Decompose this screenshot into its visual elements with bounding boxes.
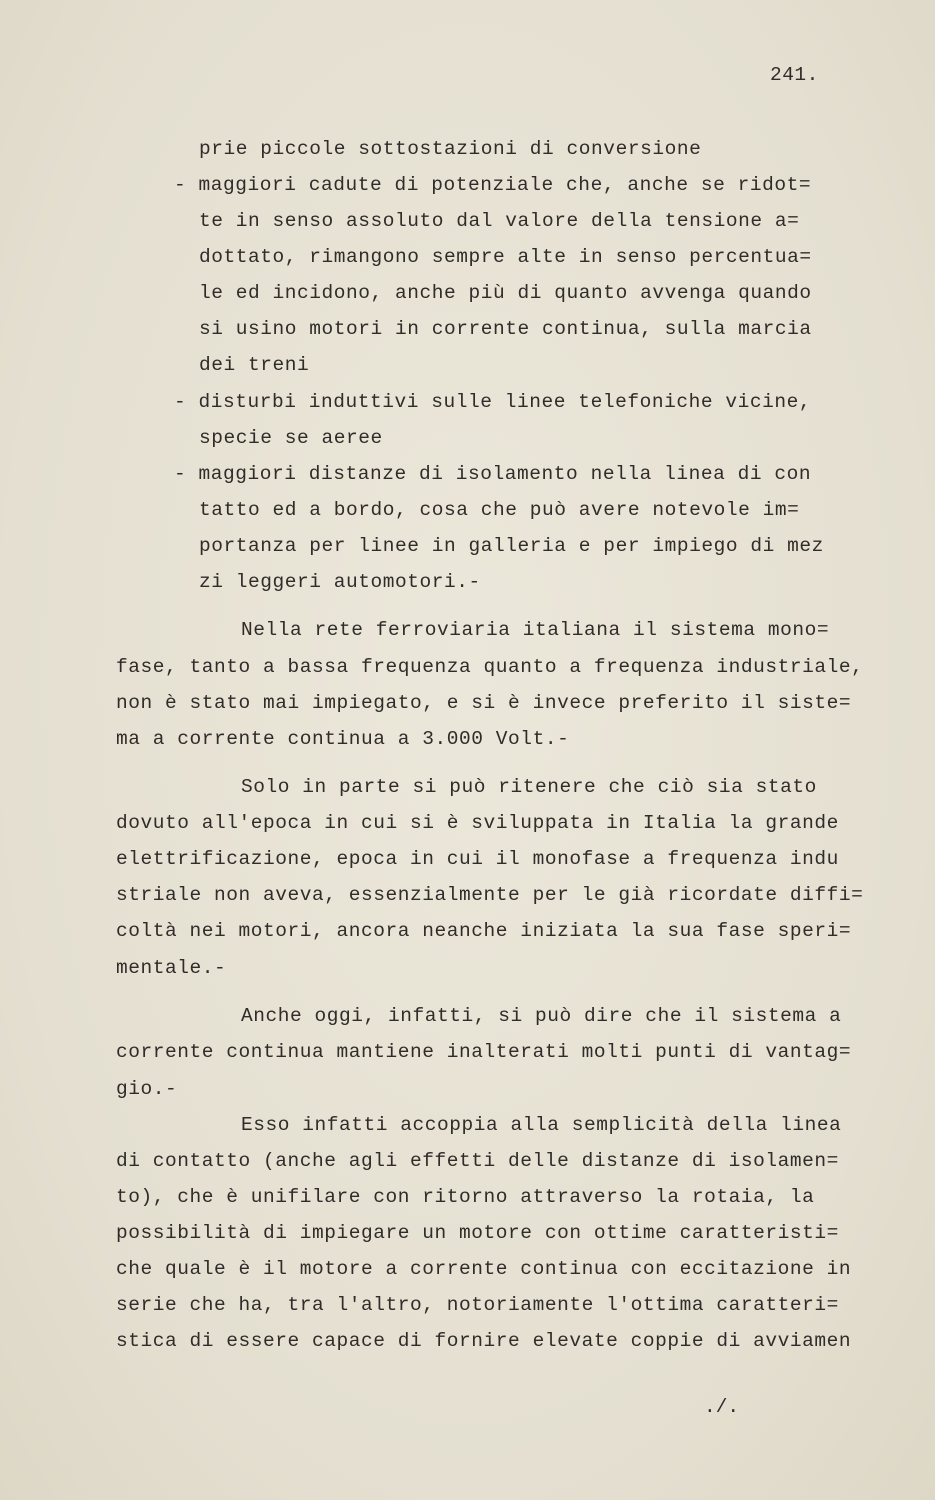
text-line: di contatto (anche agli effetti delle distanze di isolamen= bbox=[116, 1150, 839, 1172]
text-line: to), che è unifilare con ritorno attraverso la rotaia, la bbox=[116, 1186, 815, 1208]
text-line: possibilità di impiegare un motore con ottime caratteristi= bbox=[116, 1222, 839, 1244]
text-line: zi leggeri automotori.- bbox=[199, 571, 481, 593]
text-line: si usino motori in corrente continua, sulla marcia bbox=[199, 318, 812, 340]
text-line: specie se aeree bbox=[199, 427, 383, 449]
text-line: prie piccole sottostazioni di conversione bbox=[199, 138, 702, 160]
text-line: Solo in parte si può ritenere che ciò sia stato bbox=[241, 776, 817, 798]
text-line: corrente continua mantiene inalterati molti punti di vantag= bbox=[116, 1041, 852, 1063]
text-line: stica di essere capace di fornire elevate coppie di avviamen bbox=[116, 1330, 852, 1352]
text-line: dei treni bbox=[199, 354, 310, 376]
text-line: non è stato mai impiegato, e si è invece preferito il siste= bbox=[116, 692, 852, 714]
text-line: elettrificazione, epoca in cui il monofase a frequenza indu bbox=[116, 848, 839, 870]
text-line: che quale è il motore a corrente continua con eccitazione in bbox=[116, 1258, 852, 1280]
text-line: dovuto all'epoca in cui si è sviluppata in Italia la grande bbox=[116, 812, 839, 834]
page-number: 241. bbox=[770, 64, 819, 86]
text-line: gio.- bbox=[116, 1078, 178, 1100]
continuation-mark: ./. bbox=[704, 1396, 740, 1418]
text-line: - maggiori cadute di potenziale che, anche se ridot= bbox=[174, 174, 812, 196]
text-line: tatto ed a bordo, cosa che può avere notevole im= bbox=[199, 499, 800, 521]
text-line: striale non aveva, essenzialmente per le già ricordate diffi= bbox=[116, 884, 864, 906]
text-line: Anche oggi, infatti, si può dire che il sistema a bbox=[241, 1005, 842, 1027]
text-line: Esso infatti accoppia alla semplicità della linea bbox=[241, 1114, 842, 1136]
text-line: le ed incidono, anche più di quanto avvenga quando bbox=[199, 282, 812, 304]
text-line: - disturbi induttivi sulle linee telefoniche vicine, bbox=[174, 391, 812, 413]
text-line: serie che ha, tra l'altro, notoriamente l'ottima caratteri= bbox=[116, 1294, 839, 1316]
text-line: fase, tanto a bassa frequenza quanto a frequenza industriale, bbox=[116, 656, 864, 678]
text-line: dottato, rimangono sempre alte in senso percentua= bbox=[199, 246, 812, 268]
text-line: coltà nei motori, ancora neanche iniziata la sua fase speri= bbox=[116, 920, 852, 942]
text-line: mentale.- bbox=[116, 957, 227, 979]
text-line: ma a corrente continua a 3.000 Volt.- bbox=[116, 728, 570, 750]
text-line: portanza per linee in galleria e per impiego di mez bbox=[199, 535, 824, 557]
text-line: - maggiori distanze di isolamento nella linea di con bbox=[174, 463, 812, 485]
text-line: te in senso assoluto dal valore della tensione a= bbox=[199, 210, 800, 232]
text-line: Nella rete ferroviaria italiana il sistema mono= bbox=[241, 619, 830, 641]
